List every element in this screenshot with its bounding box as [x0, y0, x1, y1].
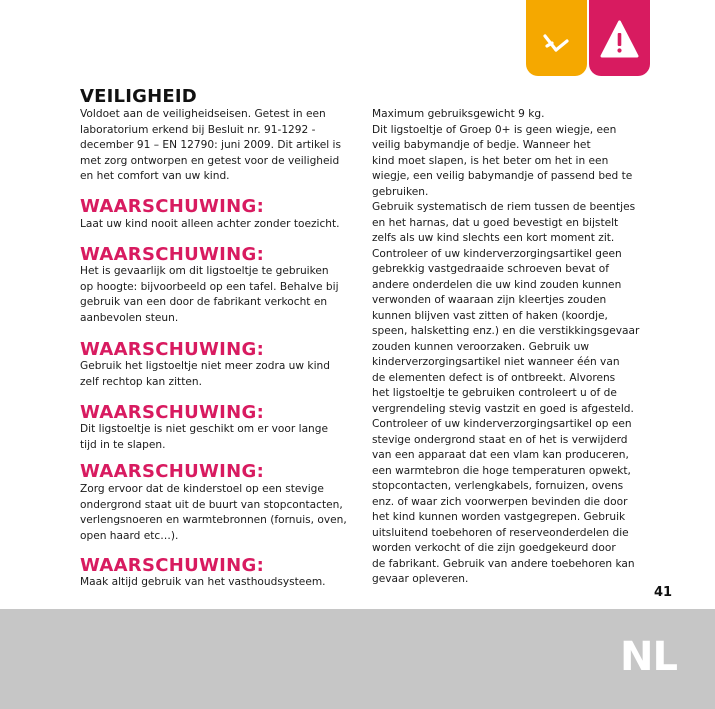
warning-title: WAARSCHUWING:: [80, 339, 265, 360]
warning-title: WAARSCHUWING:: [80, 555, 265, 576]
warning-text: Zorg ervoor dat de kinderstoel op een stevige ondergrond staat uit de buurt van stopcontacten, verlengsnoeren en warmtebronnen (fornuis, oven, open haard etc…).: [80, 483, 347, 542]
warning-icon: [589, 0, 650, 76]
warning-tab: [589, 0, 650, 76]
warning-text: Het is gevaarlijk om dit ligstoeltje te gebruiken op hoogte: bijvoorbeeld op een tafel. Behalve bij gebruik van een door de fabrikant verkocht en aanbevolen steun.: [80, 265, 339, 324]
warning-title: WAARSCHUWING:: [80, 196, 265, 217]
section-heading: VEILIGHEID: [80, 86, 197, 107]
warning-text: Laat uw kind nooit alleen achter zonder toezicht.: [80, 218, 340, 230]
instructions-text: Maximum gebruiksgewicht 9 kg. Dit ligstoeltje of Groep 0+ is geen wiegje, een veilig babymandje of bedje. Wanneer het kind moet slapen, is het beter om het in een wiegje, een veilig babymandje of passend bed te gebruiken. Gebruik systematisch de riem tussen de beentjes en het harnas, dat u goed bevestigt en bijstelt zelfs als uw kind slechts een kort moment zit. Controleer of uw kinderverzorgingsartikel geen gebrekkig vastgedraaide schroeven bevat of andere onderdelen die uw kind zouden kunnen verwonden of waaraan zijn kleertjes zouden kunnen blijven vast zitten of haken (koordje, speen, halsketting enz.) en die verstikkingsgevaar zouden kunnen veroorzaken. Gebruik uw kinderverzorgingsartikel niet wanneer één van de elementen defect is of ontbreekt. Alvorens het ligstoeltje te gebruiken controleert u of de vergrendeling stevig vastzit en goed is afgesteld. Controleer of uw kinderverzorgingsartikel op een stevige ondergrond staat en of het is verwijderd van een apparaat dat een vlam kan produceren, een warmtebron die hoge temperaturen opwekt, stopcontacten, verlengkabels, fornuizen, ovens enz. of waar zich voorwerpen bevinden die door het kind kunnen worden vastgegrepen. Gebruik uitsluitend toebehoren of reserveonderdelen die worden verkocht of die zijn goedgekeurd door de fabrikant. Gebruik van andere toebehoren kan gevaar opleveren.: [372, 108, 640, 585]
warning-text: Dit ligstoeltje is niet geschikt om er voor lange tijd in te slapen.: [80, 423, 329, 451]
page-number: 41: [654, 585, 673, 600]
footer-band: [0, 609, 715, 709]
intro-text: Voldoet aan de veiligheidseisen. Getest in een laboratorium erkend bij Besluit nr. 91-1292 - december 91 – EN 12790: juni 2009. Dit artikel is met zorg ontworpen en getest voor de veiligheid en het comfort van uw kind.: [80, 108, 341, 182]
warning-text: Maak altijd gebruik van het vasthoudsysteem.: [80, 576, 326, 588]
warning-text: Gebruik het ligstoeltje niet meer zodra uw kind zelf rechtop kan zitten.: [80, 360, 330, 388]
tools-tab: [526, 0, 587, 76]
language-label: NL: [620, 634, 677, 680]
wrench-icon: [526, 0, 587, 76]
warning-title: WAARSCHUWING:: [80, 402, 265, 423]
warning-title: WAARSCHUWING:: [80, 244, 265, 265]
warning-title: WAARSCHUWING:: [80, 461, 265, 482]
